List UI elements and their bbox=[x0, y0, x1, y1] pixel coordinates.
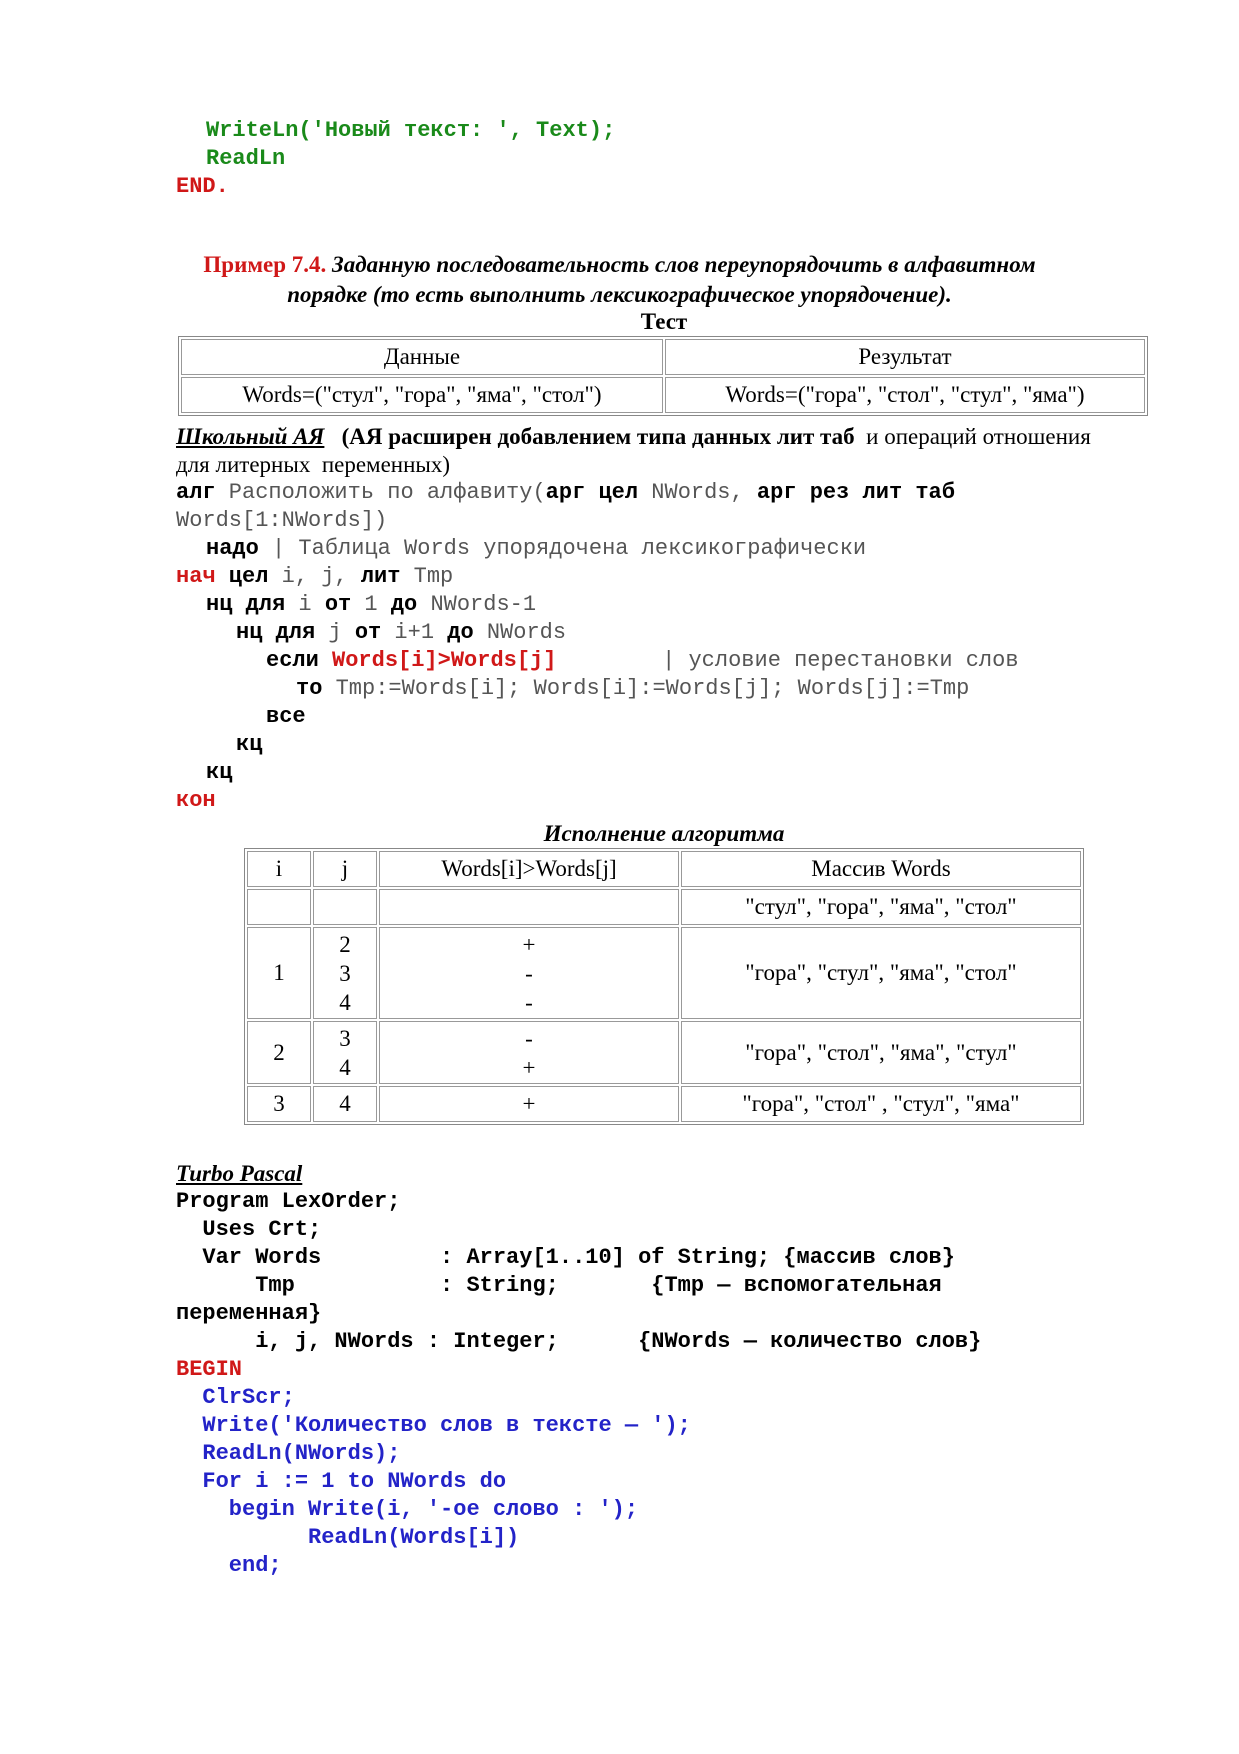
exec-header-i: i bbox=[247, 851, 311, 887]
code-end-line: END. bbox=[176, 174, 229, 199]
test-table bbox=[178, 336, 1148, 416]
pascal-line: Var Words : Array[1..10] of String; {массив слов} bbox=[176, 1245, 955, 1270]
nado-text: | Таблица Words упорядочена лексикографически bbox=[258, 536, 867, 561]
pascal-line: переменная} bbox=[176, 1301, 322, 1326]
alg-name: Расположить по алфавиту( bbox=[215, 480, 546, 505]
example-title-line-1 bbox=[0, 251, 1239, 279]
pascal-label: Turbo Pascal bbox=[176, 1161, 303, 1186]
test-cell-data: Words=("стул", "гора", "яма", "стол") bbox=[181, 377, 663, 413]
pascal-line: Tmp : String; {Tmp — вспомогательная bbox=[176, 1273, 942, 1298]
exec-table bbox=[244, 848, 1084, 1125]
exec-header-array: Массив Words bbox=[681, 851, 1081, 887]
cmp-value: - bbox=[525, 960, 533, 986]
exec-cmp-list bbox=[379, 1021, 679, 1084]
school-description-line-1 bbox=[176, 423, 1091, 451]
alg-param: NWords, bbox=[638, 480, 757, 505]
kw-nado: надо bbox=[206, 536, 259, 561]
j-value: 4 bbox=[339, 989, 351, 1015]
exec-array-state: "гора", "стол", "яма", "стул" bbox=[681, 1021, 1081, 1084]
kw-alg: алг bbox=[176, 480, 216, 505]
example-title-line-2: порядке (то есть выполнить лексикографическое упорядочение). bbox=[287, 282, 952, 307]
exec-cmp-list bbox=[379, 927, 679, 1019]
pascal-line: i, j, NWords : Integer; {NWords — количество слов} bbox=[176, 1329, 982, 1354]
example-title-text: Заданную последовательность слов переупорядочить в алфавитном bbox=[332, 252, 1036, 277]
kw-arg: арг цел bbox=[545, 480, 639, 505]
if-comment: | условие перестановки слов bbox=[556, 648, 1019, 673]
loop-end: NWords bbox=[473, 620, 567, 645]
school-desc-bold: лит таб bbox=[776, 424, 855, 449]
exec-header-j: j bbox=[313, 851, 377, 887]
loop-inner-line bbox=[236, 619, 566, 647]
pascal-line: end; bbox=[176, 1553, 282, 1578]
alg-header-line bbox=[176, 479, 955, 507]
example-label: Пример 7.4. bbox=[203, 252, 327, 277]
pascal-line: For i := 1 to NWords do bbox=[176, 1469, 507, 1494]
exec-i-2: 2 bbox=[247, 1021, 311, 1084]
then-text: Tmp:=Words[i]; Words[i]:=Words[j]; Words[j]:=Tmp bbox=[322, 676, 970, 701]
cmp-value: - bbox=[525, 989, 533, 1015]
cmp-value: - bbox=[525, 1025, 533, 1051]
exec-j-list bbox=[313, 927, 377, 1019]
kw-cel: цел bbox=[215, 564, 269, 589]
pascal-line: begin Write(i, '-ое слово : '); bbox=[176, 1497, 639, 1522]
exec-i-3: 3 bbox=[247, 1086, 311, 1122]
j-value: 3 bbox=[339, 1025, 351, 1051]
pascal-line: BEGIN bbox=[176, 1357, 243, 1382]
kw-rez: арг рез лит таб bbox=[756, 480, 955, 505]
exec-caption: Исполнение алгоритма bbox=[543, 821, 785, 846]
exec-array-state: "гора", "стул", "яма", "стол" bbox=[681, 927, 1081, 1019]
kw-kon: кон bbox=[176, 788, 216, 813]
kw-esli: если bbox=[266, 648, 319, 673]
kw-nc-dlya: нц для bbox=[236, 620, 316, 645]
test-header-data: Данные bbox=[181, 339, 663, 375]
vars-ij: i, j, bbox=[268, 564, 361, 589]
pascal-line: Uses Crt; bbox=[176, 1217, 322, 1242]
table-row bbox=[247, 927, 1081, 1019]
j-value: 4 bbox=[339, 1054, 351, 1080]
test-header-result: Результат bbox=[665, 339, 1145, 375]
kw-kc-inner: кц bbox=[236, 732, 263, 757]
cmp-value: + bbox=[379, 1086, 679, 1122]
j-value: 3 bbox=[339, 960, 351, 986]
exec-initial-array: "стул", "гора", "яма", "стол" bbox=[681, 889, 1081, 925]
code-writeln-line bbox=[206, 117, 615, 145]
kw-vse: все bbox=[266, 704, 306, 729]
pascal-line: ClrScr; bbox=[176, 1385, 295, 1410]
kw-do: до bbox=[390, 592, 418, 617]
loop-start: 1 bbox=[351, 592, 391, 617]
pascal-line: ReadLn(Words[i]) bbox=[176, 1525, 520, 1550]
school-description-line-2: для литерных переменных) bbox=[176, 452, 451, 477]
pascal-line: Program LexOrder; bbox=[176, 1189, 401, 1214]
j-value: 2 bbox=[339, 931, 351, 957]
kw-kc-outer: кц bbox=[206, 760, 233, 785]
code-text: WriteLn('Новый текст: ', Text); bbox=[206, 118, 616, 143]
table-row bbox=[247, 1086, 1081, 1122]
school-desc-text-2: и операций отношения bbox=[866, 424, 1091, 449]
kw-lit: лит bbox=[360, 564, 401, 589]
kw-do: до bbox=[447, 620, 474, 645]
kw-ot: от bbox=[354, 620, 382, 645]
code-readln-line: ReadLn bbox=[206, 146, 286, 171]
kw-to: то bbox=[296, 676, 323, 701]
kw-ot: от bbox=[324, 592, 352, 617]
nach-line bbox=[176, 563, 453, 591]
then-line bbox=[296, 675, 969, 703]
test-caption: Тест bbox=[640, 309, 688, 334]
exec-array-state: "гора", "стол" , "стул", "яма" bbox=[681, 1086, 1081, 1122]
kw-nc-dlya: нц для bbox=[206, 592, 286, 617]
test-cell-result: Words=("гора", "стол", "стул", "яма") bbox=[665, 377, 1145, 413]
pascal-line: Write('Количество слов в тексте — '); bbox=[176, 1413, 691, 1438]
cmp-value: + bbox=[522, 931, 536, 957]
exec-i-1: 1 bbox=[247, 927, 311, 1019]
school-label: Школьный АЯ bbox=[176, 424, 325, 449]
school-desc-text: (АЯ расширен добавлением типа данных bbox=[341, 424, 772, 449]
alg-header-line-2: Words[1:NWords]) bbox=[176, 508, 388, 533]
pascal-line: ReadLn(NWords); bbox=[176, 1441, 401, 1466]
exec-header-compare: Words[i]>Words[j] bbox=[379, 851, 679, 887]
var-tmp: Tmp bbox=[400, 564, 454, 589]
j-value: 4 bbox=[313, 1086, 377, 1122]
exec-j-list bbox=[313, 1021, 377, 1084]
table-row bbox=[247, 1021, 1081, 1084]
kw-nach: нач bbox=[176, 564, 216, 589]
loop-var: i bbox=[285, 592, 325, 617]
nado-line bbox=[206, 535, 866, 563]
loop-var: j bbox=[315, 620, 355, 645]
loop-end: NWords-1 bbox=[417, 592, 537, 617]
if-line bbox=[266, 647, 1019, 675]
exec-cell-empty bbox=[379, 889, 679, 925]
loop-outer-line bbox=[206, 591, 536, 619]
cmp-value: + bbox=[522, 1054, 536, 1080]
if-condition: Words[i]>Words[j] bbox=[318, 648, 557, 673]
exec-cell-empty bbox=[313, 889, 377, 925]
exec-cell-empty bbox=[247, 889, 311, 925]
loop-start: i+1 bbox=[381, 620, 448, 645]
